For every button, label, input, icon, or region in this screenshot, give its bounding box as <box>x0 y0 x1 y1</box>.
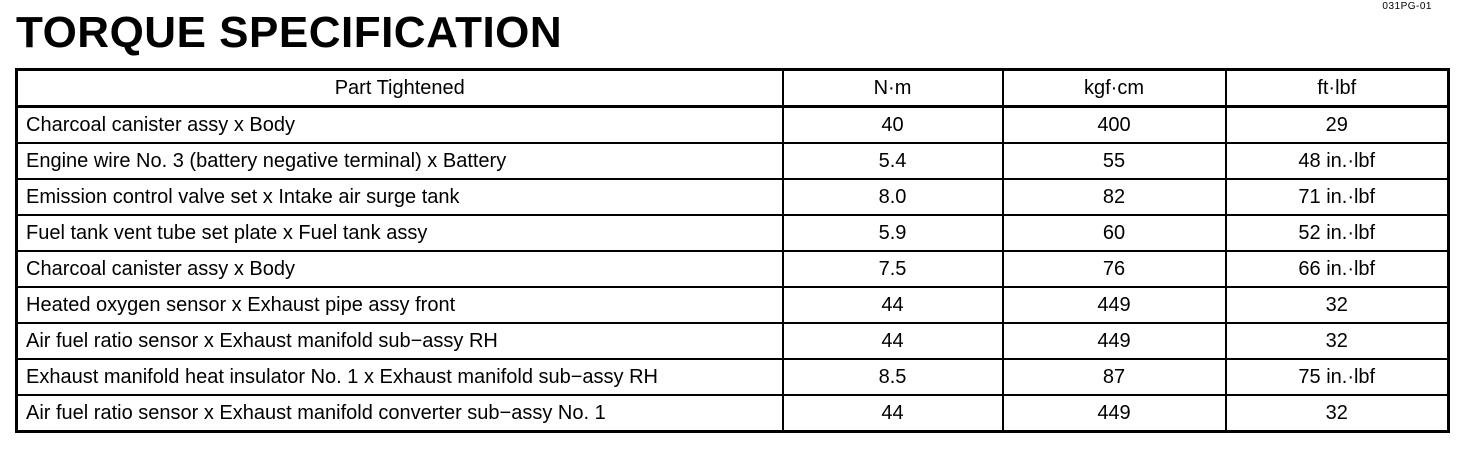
cell-kgfcm: 449 <box>1003 395 1226 432</box>
table-row <box>17 143 1449 179</box>
header-row <box>17 70 1449 107</box>
page-title: TORQUE SPECIFICATION <box>16 8 563 57</box>
column-header-nm: N·m <box>783 70 1003 107</box>
cell-kgfcm: 87 <box>1003 359 1226 395</box>
cell-part: Charcoal canister assy x Body <box>17 251 783 287</box>
cell-part: Heated oxygen sensor x Exhaust pipe assy front <box>17 287 783 323</box>
cell-ftlbf: 32 <box>1226 395 1449 432</box>
cell-ftlbf: 71 in.·lbf <box>1226 179 1449 215</box>
cell-ftlbf: 48 in.·lbf <box>1226 143 1449 179</box>
cell-kgfcm: 55 <box>1003 143 1226 179</box>
cell-kgfcm: 400 <box>1003 107 1226 144</box>
cell-part: Air fuel ratio sensor x Exhaust manifold sub−assy RH <box>17 323 783 359</box>
cell-kgfcm: 60 <box>1003 215 1226 251</box>
cell-ftlbf: 29 <box>1226 107 1449 144</box>
table-row <box>17 395 1449 432</box>
cell-nm: 44 <box>783 287 1003 323</box>
column-header-ftlbf: ft·lbf <box>1226 70 1449 107</box>
table-header <box>17 70 1449 107</box>
cell-nm: 44 <box>783 395 1003 432</box>
cell-ftlbf: 75 in.·lbf <box>1226 359 1449 395</box>
table-row <box>17 287 1449 323</box>
cell-kgfcm: 82 <box>1003 179 1226 215</box>
cell-nm: 8.5 <box>783 359 1003 395</box>
document-code: 031PG-01 <box>1382 1 1432 12</box>
cell-part: Air fuel ratio sensor x Exhaust manifold converter sub−assy No. 1 <box>17 395 783 432</box>
column-header-kgfcm: kgf·cm <box>1003 70 1226 107</box>
cell-ftlbf: 32 <box>1226 287 1449 323</box>
cell-part: Charcoal canister assy x Body <box>17 107 783 144</box>
table-row <box>17 215 1449 251</box>
cell-nm: 40 <box>783 107 1003 144</box>
table-row <box>17 179 1449 215</box>
cell-nm: 5.9 <box>783 215 1003 251</box>
cell-part: Emission control valve set x Intake air surge tank <box>17 179 783 215</box>
table-row <box>17 251 1449 287</box>
table-row <box>17 107 1449 144</box>
cell-part: Engine wire No. 3 (battery negative terminal) x Battery <box>17 143 783 179</box>
cell-ftlbf: 32 <box>1226 323 1449 359</box>
cell-part: Fuel tank vent tube set plate x Fuel tank assy <box>17 215 783 251</box>
cell-nm: 7.5 <box>783 251 1003 287</box>
table-row <box>17 359 1449 395</box>
cell-kgfcm: 449 <box>1003 287 1226 323</box>
table-row <box>17 323 1449 359</box>
torque-table <box>15 68 1450 433</box>
cell-kgfcm: 449 <box>1003 323 1226 359</box>
cell-nm: 44 <box>783 323 1003 359</box>
cell-nm: 8.0 <box>783 179 1003 215</box>
cell-kgfcm: 76 <box>1003 251 1226 287</box>
cell-part: Exhaust manifold heat insulator No. 1 x Exhaust manifold sub−assy RH <box>17 359 783 395</box>
cell-ftlbf: 66 in.·lbf <box>1226 251 1449 287</box>
cell-ftlbf: 52 in.·lbf <box>1226 215 1449 251</box>
cell-nm: 5.4 <box>783 143 1003 179</box>
table-body <box>17 107 1449 432</box>
column-header-part: Part Tightened <box>17 70 783 107</box>
